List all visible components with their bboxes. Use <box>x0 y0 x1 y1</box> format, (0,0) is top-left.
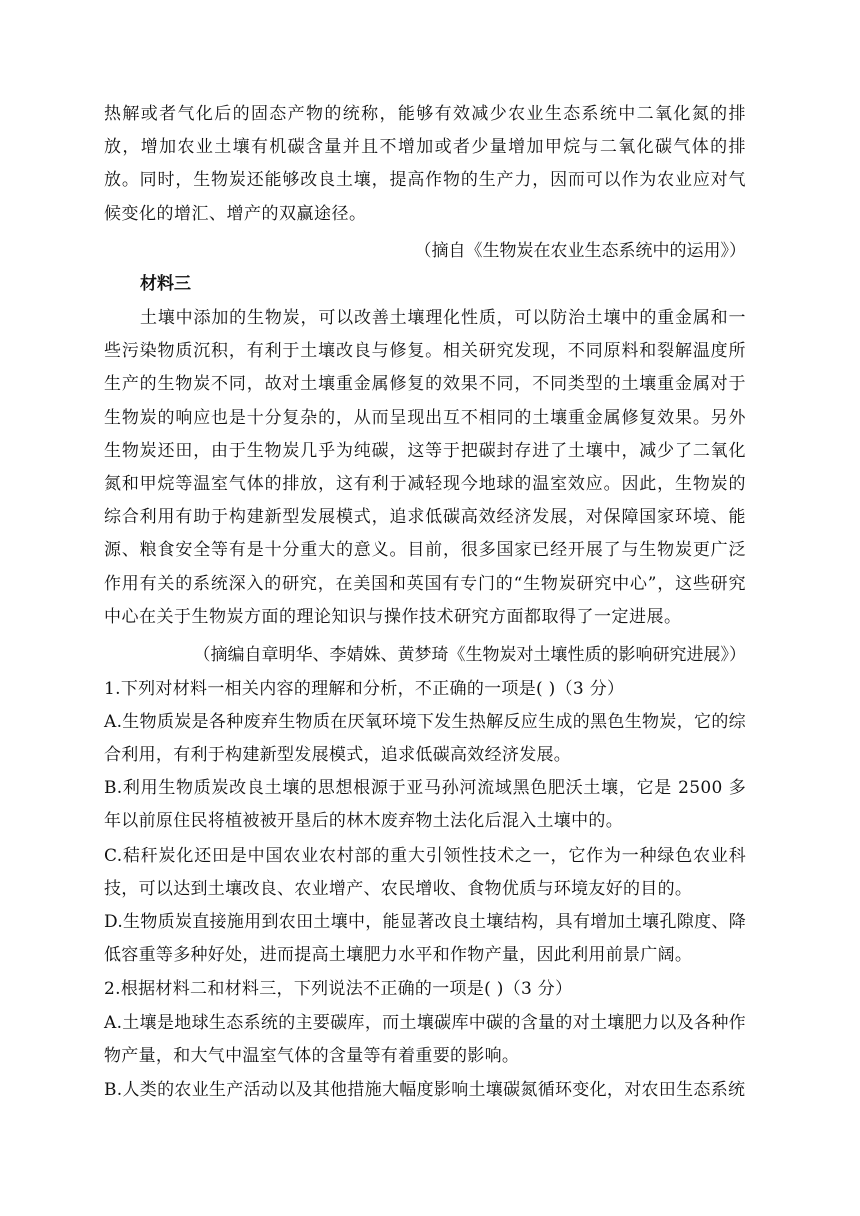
question1-option-d: D.生物质炭直接施用到农田土壤中，能显著改良土壤结构，具有增加土壤孔隙度、降低容重等多种好处，进而提高土壤肥力水平和作物产量，因此利用前景广阔。 <box>104 912 746 966</box>
material3-source: （摘编自章明华、李婧姝、黄梦琦《生物炭对土壤性质的影响研究进展》） <box>193 645 746 665</box>
question2-stem: 2.根据材料二和材料三，下列说法不正确的一项是( )（3 分） <box>104 979 573 999</box>
material2-source: （摘自《生物炭在农业生态系统中的运用》） <box>414 241 746 261</box>
material2-tail-paragraph: 热解或者气化后的固态产物的统称，能够有效减少农业生态系统中二氧化氮的排放，增加农业土壤有机碳含量并且不增加或者少量增加甲烷与二氧化碳气体的排放。同时，生物炭还能够改良土壤，提高作物的生产力，因而可以作为农业应对气候变化的增汇、增产的双赢途径。 <box>104 104 746 224</box>
question2-option-a: A.土壤是地球生态系统的主要碳库，而土壤碳库中碳的含量的对土壤肥力以及各种作物产量，和大气中温室气体的含量等有着重要的影响。 <box>104 1013 746 1067</box>
question1-stem: 1.下列对材料一相关内容的理解和分析，不正确的一项是( )（3 分） <box>104 679 625 699</box>
question2-option-b: B.人类的农业生产活动以及其他措施大幅度影响土壤碳氮循环变化，对农田生态系统 <box>104 1080 746 1100</box>
question1-option-b: B.利用生物质炭改良土壤的思想根源于亚马孙河流域黑色肥沃土壤，它是 2500 多年以前原住民将植被被开垦后的林木废弃物土法化后混入土壤中的。 <box>104 778 746 832</box>
question1-option-c: C.秸秆炭化还田是中国农业农村部的重大引领性技术之一，它作为一种绿色农业科技，可以达到土壤改良、农业增产、农民增收、食物优质与环境友好的目的。 <box>104 846 746 900</box>
material3-heading: 材料三 <box>140 274 191 294</box>
material3-paragraph: 土壤中添加的生物炭，可以改善土壤理化性质，可以防治土壤中的重金属和一些污染物质沉积，有利于土壤改良与修复。相关研究发现，不同原料和裂解温度所生产的生物炭不同，故对土壤重金属修复的效果不同，不同类型的土壤重金属对于生物炭的响应也是十分复杂的，从而呈现出互不相同的土壤重金属修复效果。另外生物炭还田，由于生物炭几乎为纯碳，这等于把碳封存进了土壤中，减少了二氧化氮和甲烷等温室气体的排放，这有利于减轻现今地球的温室效应。因此，生物炭的综合利用有助于构建新型发展模式，追求低碳高效经济发展，对保障国家环境、能源、粮食安全等有是十分重大的意义。目前，很多国家已经开展了与生物炭更广泛作用有关的系统深入的研究，在美国和英国有专门的“生物炭研究中心”，这些研究中心在关于生物炭方面的理论知识与操作技术研究方面都取得了一定进展。 <box>104 308 746 627</box>
question1-option-a: A.生物质炭是各种废弃生物质在厌氧环境下发生热解反应生成的黑色生物炭，它的综合利用，有利于构建新型发展模式，追求低碳高效经济发展。 <box>104 712 746 766</box>
